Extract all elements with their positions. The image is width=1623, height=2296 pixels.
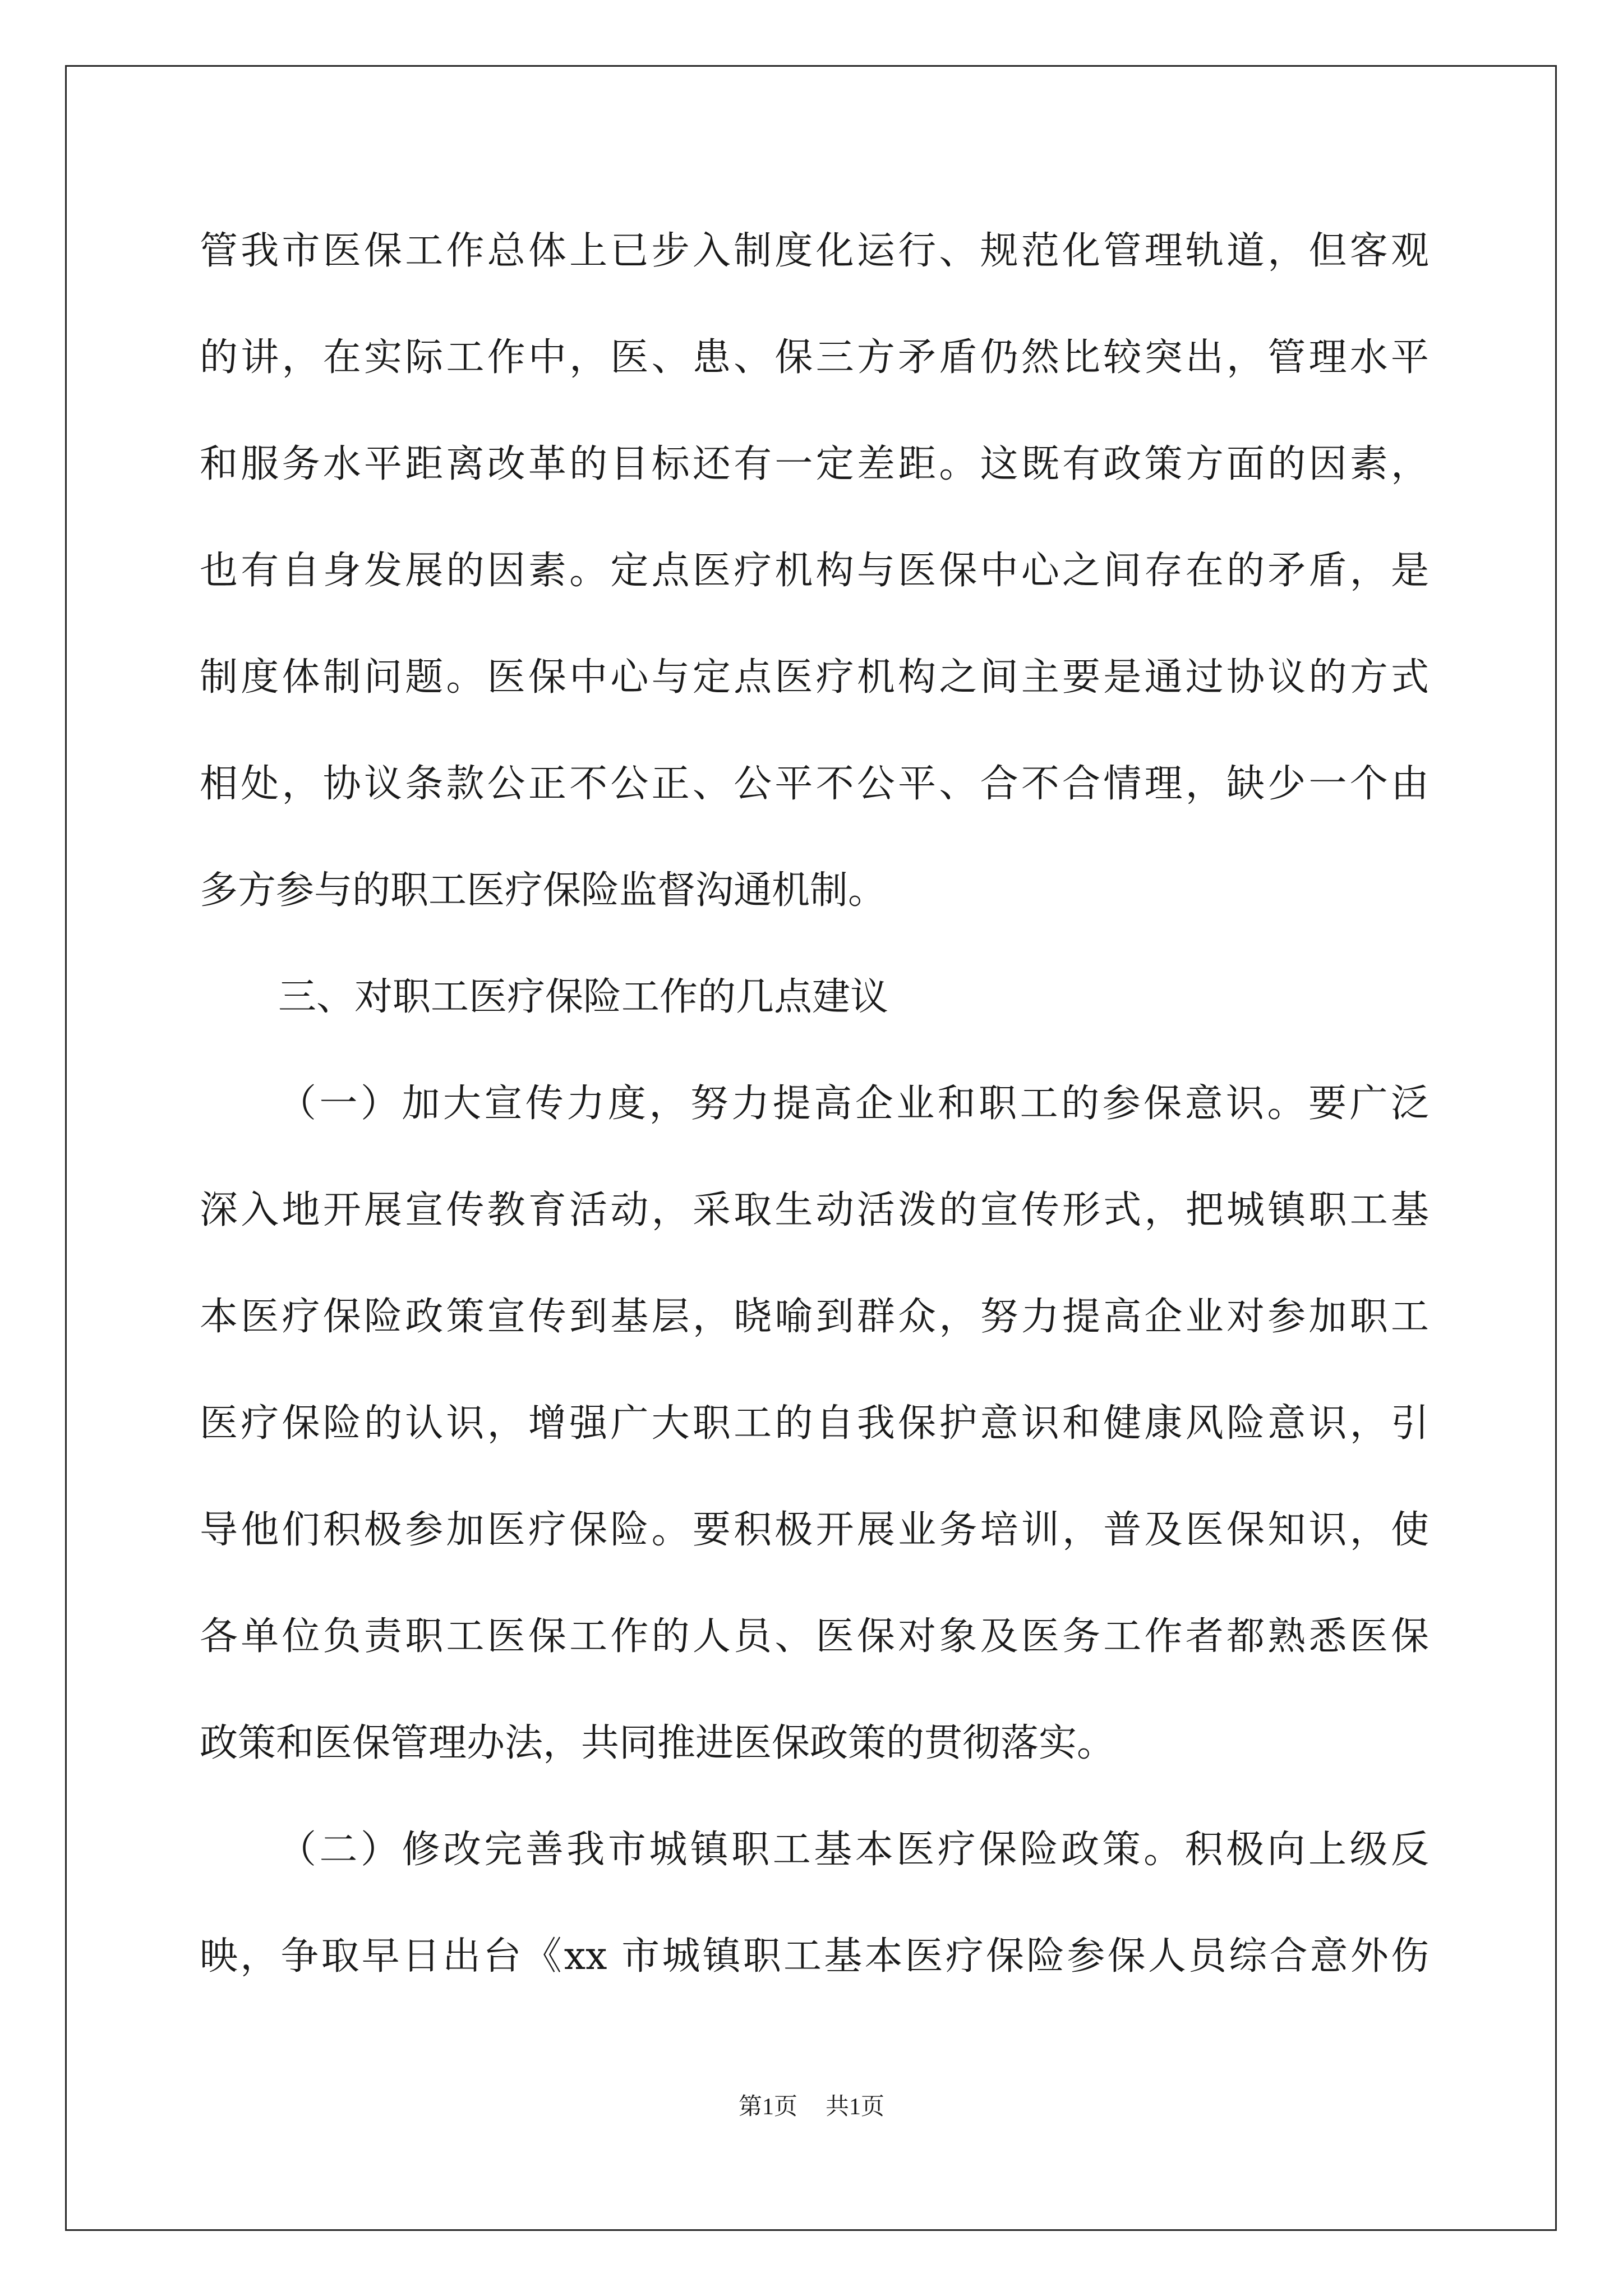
text-line: 政策和医保管理办法，共同推进医保政策的贯彻落实。 xyxy=(200,1721,1115,1765)
text-line: 管我市医保工作总体上已步入制度化运行、规范化管理轨道，但客观 xyxy=(200,229,1429,273)
page-number-current: 第1页 xyxy=(738,2094,797,2120)
text-line: 深入地开展宣传教育活动，采取生动活泼的宣传形式，把城镇职工基 xyxy=(200,1188,1429,1232)
text-line: 的讲，在实际工作中，医、患、保三方矛盾仍然比较突出，管理水平 xyxy=(200,335,1429,380)
text-line: 映，争取早日出台《xx 市城镇职工基本医疗保险参保人员综合意外伤 xyxy=(200,1934,1429,1978)
text-line: （二）修改完善我市城镇职工基本医疗保险政策。积极向上级反 xyxy=(278,1828,1429,1872)
text-line: 和服务水平距离改革的目标还有一定差距。这既有政策方面的因素， xyxy=(200,442,1429,486)
text-line: 也有自身发展的因素。定点医疗机构与医保中心之间存在的矛盾，是 xyxy=(200,549,1429,593)
text-line: 多方参与的职工医疗保险监督沟通机制。 xyxy=(200,868,887,913)
text-line: 医疗保险的认识，增强广大职工的自我保护意识和健康风险意识，引 xyxy=(200,1401,1429,1446)
page-footer xyxy=(0,2088,1623,2122)
document-body xyxy=(200,219,1429,2031)
section-heading: 三、对职工医疗保险工作的几点建议 xyxy=(278,975,889,1019)
text-line: 相处，协议条款公正不公正、公平不公平、合不合情理，缺少一个由 xyxy=(200,762,1429,806)
text-line: 各单位负责职工医保工作的人员、医保对象及医务工作者都熟悉医保 xyxy=(200,1614,1429,1659)
text-line: 制度体制问题。医保中心与定点医疗机构之间主要是通过协议的方式 xyxy=(200,655,1429,700)
text-line: （一）加大宣传力度，努力提高企业和职工的参保意识。要广泛 xyxy=(278,1082,1429,1126)
text-line: 导他们积极参加医疗保险。要积极开展业务培训，普及医保知识，使 xyxy=(200,1508,1429,1552)
text-line: 本医疗保险政策宣传到基层，晓喻到群众，努力提高企业对参加职工 xyxy=(200,1295,1429,1339)
page-number-total: 共1页 xyxy=(826,2094,885,2120)
